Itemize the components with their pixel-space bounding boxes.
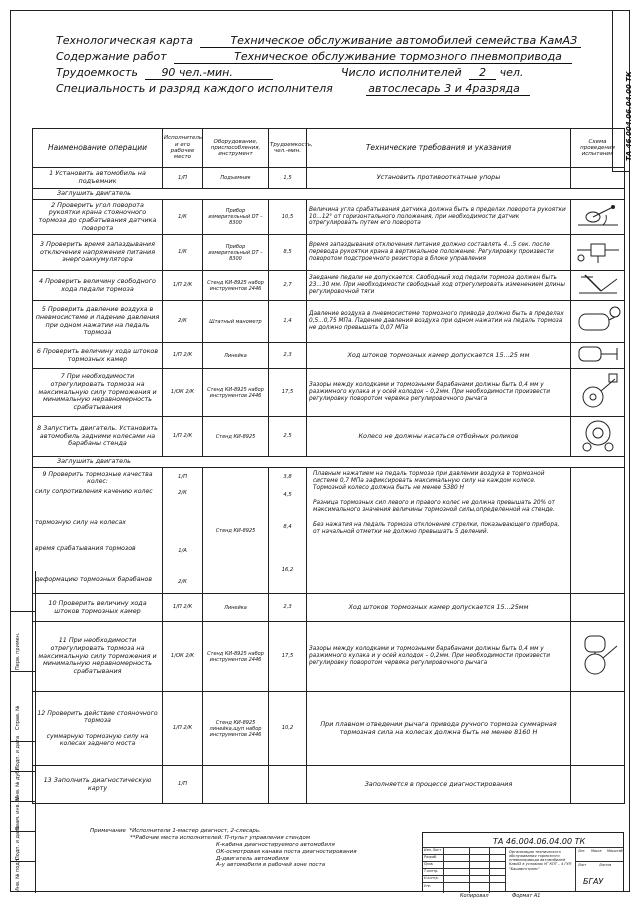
margin-label: Подп. и дата xyxy=(15,825,21,860)
requirements-cell: Ход штоков тормозных камер допускается 15...25 мм xyxy=(307,343,571,369)
col-requirements-header: Технические требования и указания xyxy=(307,129,571,168)
requirements-cell: Величина угла срабатывания датчика должна быть в пределах поворота рукоятки 10...12° от горизонтального положения, при необходимости датчик отрегулировать путем его поворота xyxy=(307,200,571,235)
stamp-sheets-label: Листов xyxy=(599,863,612,867)
operation-title: 9 Проверить тормозные качества колес: xyxy=(42,471,153,486)
equipment-cell: Прибор измерительный DT – 8300 xyxy=(203,235,269,271)
requirement-subitem: Плавным нажатием на педаль тормоза при давлении воздуха в тормозной системе 0,7 МПа зафиксировать максимальную силу на каждом колесе. Тормозной колесо должна быть не менее 5380 Н xyxy=(313,471,545,491)
operation-cell: 7 При необходимости отрегулировать тормоза на максимальную силу торможения и минимальную неравномерность срабатывания xyxy=(33,369,163,417)
operation-title: 12 Проверить действие стояночного тормоза xyxy=(37,709,158,725)
requirements-cell: Время запаздывания отключения питания должно составлять 4...5 сек. после перевода рукоятки крана в вертикальное положение. Регулировку произвести поворотом подстроечного резистора в блоке управления xyxy=(307,235,571,271)
notes-block xyxy=(90,828,357,869)
table-header-row xyxy=(33,129,625,168)
col-scheme-header: Схема проведения испытания xyxy=(571,129,625,168)
scheme-cell xyxy=(571,200,625,235)
place-cell: 1/К xyxy=(163,235,203,271)
operation-cell: 3 Проверить время запаздывания отключения напряжения питания энергоаккумулятора xyxy=(33,235,163,271)
operation-cell: 8 Запустить двигатель. Установить автомобиль задними колесами на барабаны стенда xyxy=(33,417,163,457)
requirements-cell: Зазоры между колодками и тормозными барабанами должны быть 0,4 мм у разжимного кулака и у осей колодок – 0,2мм. При необходимости произвести регулировку поворотом червяка регулировочного рычага xyxy=(307,369,571,417)
operation-cell: 10 Проверить величину хода штоков тормозных камер xyxy=(33,594,163,622)
labor-cell xyxy=(269,766,307,804)
stamp-grid-line xyxy=(443,847,444,893)
operation-cell: 1 Установить автомобиль на подъемник xyxy=(33,168,163,189)
equipment-cell: Стенд КИ-8925 набор инструментов 2446 xyxy=(203,271,269,301)
spec-value: автослесарь 3 и 4разряда xyxy=(366,82,530,96)
stamp-role: Пров. xyxy=(424,862,434,866)
brake-adjust-scheme-icon xyxy=(573,371,623,411)
scheme-cell xyxy=(571,766,625,804)
separator-row xyxy=(33,189,625,200)
operations-table xyxy=(32,128,625,804)
operation-cell: 11 При необходимости отрегулировать тормоза на максимальную силу торможения и минимальную неравномерность срабатывания xyxy=(33,622,163,692)
scheme-cell xyxy=(571,468,625,594)
labor-cell xyxy=(269,468,307,594)
stamp-role: Т.контр. xyxy=(424,869,439,873)
title-row xyxy=(56,34,581,48)
handbrake-angle-scheme-icon xyxy=(573,201,623,231)
notes-label: Примечание xyxy=(90,828,126,834)
stamp-signature-grid xyxy=(423,847,505,893)
stamp-code: ТА 46.004.06.04.00 ТК xyxy=(493,837,586,846)
stamp-mass-label: Масса xyxy=(591,849,602,853)
table-row xyxy=(33,343,625,369)
labor-cell: 2,3 xyxy=(269,594,307,622)
equipment-cell xyxy=(203,766,269,804)
workers-unit: чел. xyxy=(499,66,524,79)
stamp-role: Изм. Лист xyxy=(424,848,442,852)
equipment-cell: Штатный манометр xyxy=(203,301,269,343)
equipment-cell: Стенд КИ-8925 xyxy=(203,468,269,594)
scheme-cell xyxy=(571,622,625,692)
margin-label: Взам. инв. № xyxy=(15,796,21,830)
workers-value: 2 xyxy=(469,66,496,80)
margin-label: Перв. примен. xyxy=(15,632,21,670)
workers-row xyxy=(341,66,523,80)
scheme-cell xyxy=(571,369,625,417)
table-row xyxy=(33,766,625,804)
stamp-sheet-label: Лист xyxy=(578,863,587,867)
scheme-cell xyxy=(571,594,625,622)
labor-cell: 10,2 xyxy=(269,692,307,766)
title-value: Техническое обслуживание автомобилей семейства КамАЗ xyxy=(200,34,581,48)
labor-subitem: 8,4 xyxy=(283,524,292,531)
equipment-cell: Стенд КИ-8925 набор инструментов 2446 xyxy=(203,622,269,692)
table-row xyxy=(33,622,625,692)
notes-line xyxy=(90,828,357,835)
brake-chamber-scheme-icon xyxy=(573,343,623,365)
requirements-cell: Давление воздуха в пневмосистеме тормозного привода должно быть в пределах 0,5...0,75 МПа. Падение давления воздуха при одном нажатии на педаль тормоза не должно превышать 0,07 МПа xyxy=(307,301,571,343)
place-cell: 1/П 2/К xyxy=(163,417,203,457)
place-cell xyxy=(163,468,203,594)
spec-row xyxy=(56,82,530,96)
operation-cell: 13 Заполнить диагностическую карту xyxy=(33,766,163,804)
place-cell: 1/ОК 2/К xyxy=(163,369,203,417)
equipment-cell: Стенд КИ-8925 линейка,щуп набор инструментов 2446 xyxy=(203,692,269,766)
equipment-cell: Стенд КИ-8925 xyxy=(203,417,269,457)
air-pressure-scheme-icon xyxy=(573,302,623,338)
spec-label: Специальность и разряд каждого исполнителя xyxy=(56,82,333,95)
workers-label: Число исполнителей xyxy=(341,66,462,79)
table-row xyxy=(33,168,625,189)
content-value: Техническое обслуживание тормозного пневмопривода xyxy=(174,50,572,64)
format-label: Формат А1 xyxy=(512,893,541,899)
notes-line: К-кабина диагностируемого автомобиля xyxy=(216,841,335,848)
labor-cell: 2,7 xyxy=(269,271,307,301)
stamp-grid-line xyxy=(489,847,490,893)
title-block-stamp xyxy=(422,832,624,892)
labor-value: 90 чел.-мин. xyxy=(145,66,272,80)
labor-subitem: 4,5 xyxy=(283,492,292,499)
stamp-divider xyxy=(575,861,623,862)
requirements-cell: Установить противооткатные упоры xyxy=(307,168,571,189)
table-row xyxy=(33,200,625,235)
equipment-cell: Прибор измерительный DT – 8300 xyxy=(203,200,269,235)
scheme-cell xyxy=(571,301,625,343)
col-operation-header: Наименование операции xyxy=(33,129,163,168)
place-cell: 1/П 2/К xyxy=(163,271,203,301)
labor-subitem: 16,2 xyxy=(281,566,294,573)
content-row xyxy=(56,50,572,64)
labor-cell: 17,5 xyxy=(269,622,307,692)
pedal-travel-scheme-icon xyxy=(573,271,623,297)
requirements-cell xyxy=(307,468,571,594)
stamp-role: Н.контр. xyxy=(424,876,439,880)
labor-cell: 1,4 xyxy=(269,301,307,343)
notes-line: А-у автомобиля в рабочей зоне поста xyxy=(216,862,326,869)
operation-subitem: время срабатывания тормозов xyxy=(35,544,136,552)
operation-subitem: суммарную тормозную силу на колесах заднего моста xyxy=(46,732,149,747)
operation-cell: 5 Проверить давление воздуха в пневмосистеме и падение давления при одном нажатии на педаль тормоза xyxy=(33,301,163,343)
operation-cell: 4 Проверить величину свободного хода педали тормоза xyxy=(33,271,163,301)
margin-label: Инв. № дубл. xyxy=(15,765,21,800)
labor-row xyxy=(56,66,273,80)
stamp-organization: БГАУ xyxy=(583,877,604,886)
copied-label: Копировал xyxy=(460,893,489,899)
scheme-cell xyxy=(571,417,625,457)
labor-subitem: 3,8 xyxy=(283,474,292,480)
operation-subitem: деформацию тормозных барабанов xyxy=(35,576,152,584)
stamp-grid-line xyxy=(423,861,505,862)
labor-label: Трудоемкость xyxy=(56,66,138,79)
stamp-grid-line xyxy=(423,882,505,883)
table-row xyxy=(33,235,625,271)
col-equipment-header: Оборудование, приспособления, инструмент xyxy=(203,129,269,168)
labor-cell: 8,5 xyxy=(269,235,307,271)
equipment-cell: Линейка xyxy=(203,594,269,622)
operation-cell: 2 Проверить угол поворота рукоятки крана стояночного тормоза до срабатывания датчика поворота xyxy=(33,200,163,235)
equipment-cell: Линейка xyxy=(203,343,269,369)
operation-cell: 6 Проверить величину хода штоков тормозных камер xyxy=(33,343,163,369)
labor-cell: 10,5 xyxy=(269,200,307,235)
table-row xyxy=(33,417,625,457)
content-label: Содержание работ xyxy=(56,50,167,63)
separator-text: Заглушить двигатель xyxy=(33,457,625,468)
separator-text: Заглушить двигатель xyxy=(33,189,625,200)
stamp-role: Разраб. xyxy=(424,855,437,859)
col-labor-header: Трудоемкость, чел.-мин. xyxy=(269,129,307,168)
requirement-subitem: Разница тормозных сил левого и правого колес не должна превышать 20% от максимального значения величины тормозной силы,определенной на стенде. xyxy=(313,499,555,513)
place-cell: 1/П xyxy=(163,168,203,189)
scheme-cell xyxy=(571,235,625,271)
stamp-scale-label: Масштаб xyxy=(607,849,623,853)
operation-subitem: тормозную силу на колесах xyxy=(35,519,126,527)
notes-line: **Рабочие места исполнителей: П-пульт управления стендом xyxy=(130,834,310,841)
scheme-cell xyxy=(571,271,625,301)
requirements-cell: При плавном отведении рычага привода ручного тормоза суммарная тормозная сила на колесах должна быть не менее 8160 Н xyxy=(307,692,571,766)
requirement-subitem: Без нажатия на педаль тормоза отклонение стрелки, показывающего прибора, от начальной отметки не должно превышать 5 делений. xyxy=(313,521,560,535)
stamp-grid-line xyxy=(469,847,470,893)
operation-cell xyxy=(33,692,163,766)
brake-adjust-scheme-icon xyxy=(573,630,623,680)
requirements-cell: Заедание педали не допускается. Свободный ход педали тормоза должен быть 23...30 мм. При необходимости свободный ход отрегулировать изменением длины регулировочной тяги xyxy=(307,271,571,301)
table-row xyxy=(33,369,625,417)
table-row xyxy=(33,301,625,343)
table-row xyxy=(33,468,625,594)
table-row xyxy=(33,594,625,622)
margin-label: Подп. и дата xyxy=(15,735,21,770)
operation-cell xyxy=(33,468,163,594)
place-cell: 1/П 2/К xyxy=(163,343,203,369)
stamp-divider xyxy=(505,847,506,891)
notes-text: *Исполнители 1-мастер диагност, 2-слесарь. xyxy=(129,828,261,834)
notes-line: ОК-осмотровая канава поста диагностирования xyxy=(216,848,357,855)
labor-cell: 17,5 xyxy=(269,369,307,417)
scheme-cell xyxy=(571,343,625,369)
place-subitem: 2/К xyxy=(178,490,187,497)
title-label: Технологическая карта xyxy=(56,34,193,47)
requirements-cell: Заполняется в процессе диагностирования xyxy=(307,766,571,804)
col-place-header: Исполнитель и его рабочее место xyxy=(163,129,203,168)
stamp-lit-label: Лит. xyxy=(578,849,586,853)
place-cell: 1/ОК 2/К xyxy=(163,622,203,692)
document-code-rotated: ТА 46.004.06.04.00 ТК xyxy=(625,71,633,161)
place-subitem: 2/К xyxy=(178,578,187,585)
table-row xyxy=(33,692,625,766)
place-cell: 1/П 2/К xyxy=(163,692,203,766)
stamp-description: Организация технического обслуживания тормозного пневмопривода автомобилей КамАЗ в условиях УГ КПТ – 4 ГУП "Башавтотранс" xyxy=(509,850,572,871)
requirements-cell: Колесо не должны касаться отбойных роликов xyxy=(307,417,571,457)
place-cell: 1/П xyxy=(163,766,203,804)
stamp-role: Утв. xyxy=(424,884,431,888)
notes-line: Д-двигатель автомобиля xyxy=(216,855,289,862)
equipment-cell: Стенд КИ-8925 набор инструментов 2446 xyxy=(203,369,269,417)
place-subitem: 1/А xyxy=(178,548,187,555)
roller-stand-scheme-icon xyxy=(573,417,623,453)
operation-subitem: силу сопротивления качению колес xyxy=(35,487,153,495)
requirements-cell: Зазоры между колодками и тормозными барабанами должны быть 0,4 мм у разжимного кулака и у осей колодок – 0,2мм. При необходимости произвести регулировку поворотом червяка регулировочного рычага xyxy=(307,622,571,692)
requirements-cell: Ход штоков тормозных камер допускается 15...25мм xyxy=(307,594,571,622)
place-cell: 2/К xyxy=(163,301,203,343)
scheme-cell xyxy=(571,168,625,189)
separator-row xyxy=(33,457,625,468)
place-cell: 1/П 2/К xyxy=(163,594,203,622)
labor-cell: 1,5 xyxy=(269,168,307,189)
labor-cell: 2,5 xyxy=(269,417,307,457)
scheme-cell xyxy=(571,692,625,766)
margin-label: Инв. № подл. xyxy=(15,857,21,892)
margin-label: Справ. № xyxy=(15,705,21,730)
margin-cell xyxy=(11,857,35,894)
stamp-divider xyxy=(575,847,576,891)
labor-cell: 2,3 xyxy=(269,343,307,369)
place-cell: 1/К xyxy=(163,200,203,235)
table-row xyxy=(33,271,625,301)
place-subitem: 1/П xyxy=(178,474,187,480)
equipment-cell: Подъемник xyxy=(203,168,269,189)
electric-circuit-scheme-icon xyxy=(573,236,623,266)
